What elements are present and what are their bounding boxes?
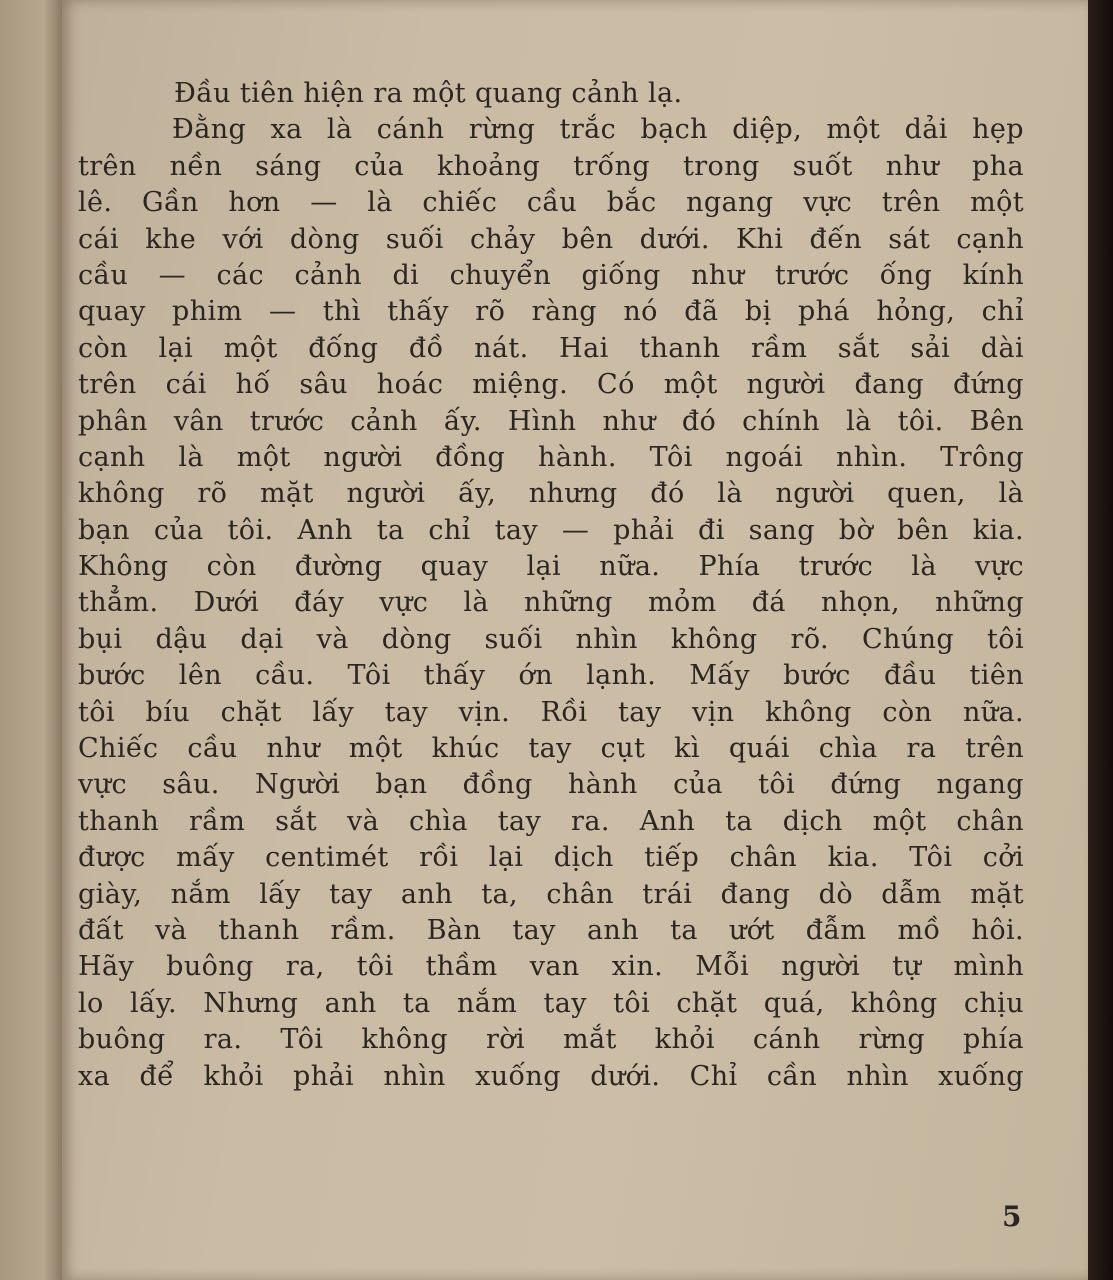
text-line: Hãy buông ra, tôi thầm van xin. Mỗi người tự mình [78,951,1024,983]
text-line: tôi bíu chặt lấy tay vịn. Rồi tay vịn không còn nữa. [78,696,1024,728]
text-line: xa để khỏi phải nhìn xuống dưới. Chỉ cần nhìn xuống [78,1060,1024,1092]
text-line: bạn của tôi. Anh ta chỉ tay — phải đi sang bờ bên kia. [78,514,1024,546]
book-cover-edge [1088,0,1113,1280]
text-line: thẳm. Dưới đáy vực là những mỏm đá nhọn, những [78,587,1024,619]
text-line: lê. Gần hơn — là chiếc cầu bắc ngang vực trên một [78,187,1024,219]
body-text [78,76,1024,1095]
previous-page-edge [0,0,62,1280]
text-line: bụi dậu dại và dòng suối nhìn không rõ. Chúng tôi [78,623,1024,655]
text-line: lo lấy. Nhưng anh ta nắm tay tôi chặt quá, không chịu [78,987,1024,1019]
text-line: đất và thanh rầm. Bàn tay anh ta ướt đẫm mồ hôi. [78,914,1024,946]
text-line: thanh rầm sắt và chìa tay ra. Anh ta dịch một chân [78,805,1024,837]
text-line: cầu — các cảnh di chuyển giống như trước ống kính [78,259,1024,291]
text-line: quay phim — thì thấy rõ ràng nó đã bị phá hỏng, chỉ [78,296,1024,328]
text-line: bước lên cầu. Tôi thấy ớn lạnh. Mấy bước đầu tiên [78,660,1024,692]
text-line: Đằng xa là cánh rừng trắc bạch diệp, một dải hẹp [172,114,1024,146]
text-line: Đầu tiên hiện ra một quang cảnh lạ. [174,78,683,109]
text-line: giày, nắm lấy tay anh ta, chân trái đang dò dẫm mặt [78,878,1024,910]
text-line: còn lại một đống đồ nát. Hai thanh rầm sắt sải dài [78,332,1024,364]
text-line: không rõ mặt người ấy, nhưng đó là người quen, là [78,478,1024,510]
text-line: được mấy centimét rồi lại dịch tiếp chân kia. Tôi cởi [78,842,1024,874]
text-line: buông ra. Tôi không rời mắt khỏi cánh rừng phía [78,1024,1024,1056]
text-line: cạnh là một người đồng hành. Tôi ngoái nhìn. Trông [78,441,1024,473]
page-number: 5 [1002,1200,1022,1233]
text-line: trên nền sáng của khoảng trống trong suốt như pha [78,150,1024,182]
text-line: cái khe với dòng suối chảy bên dưới. Khi đến sát cạnh [78,223,1024,255]
text-line: vực sâu. Người bạn đồng hành của tôi đứng ngang [78,769,1024,801]
text-line: trên cái hố sâu hoác miệng. Có một người đang đứng [78,369,1024,401]
text-line: Chiếc cầu như một khúc tay cụt kì quái chìa ra trên [78,733,1024,765]
text-line: Không còn đường quay lại nữa. Phía trước là vực [78,551,1024,583]
text-line: phân vân trước cảnh ấy. Hình như đó chính là tôi. Bên [78,405,1024,437]
